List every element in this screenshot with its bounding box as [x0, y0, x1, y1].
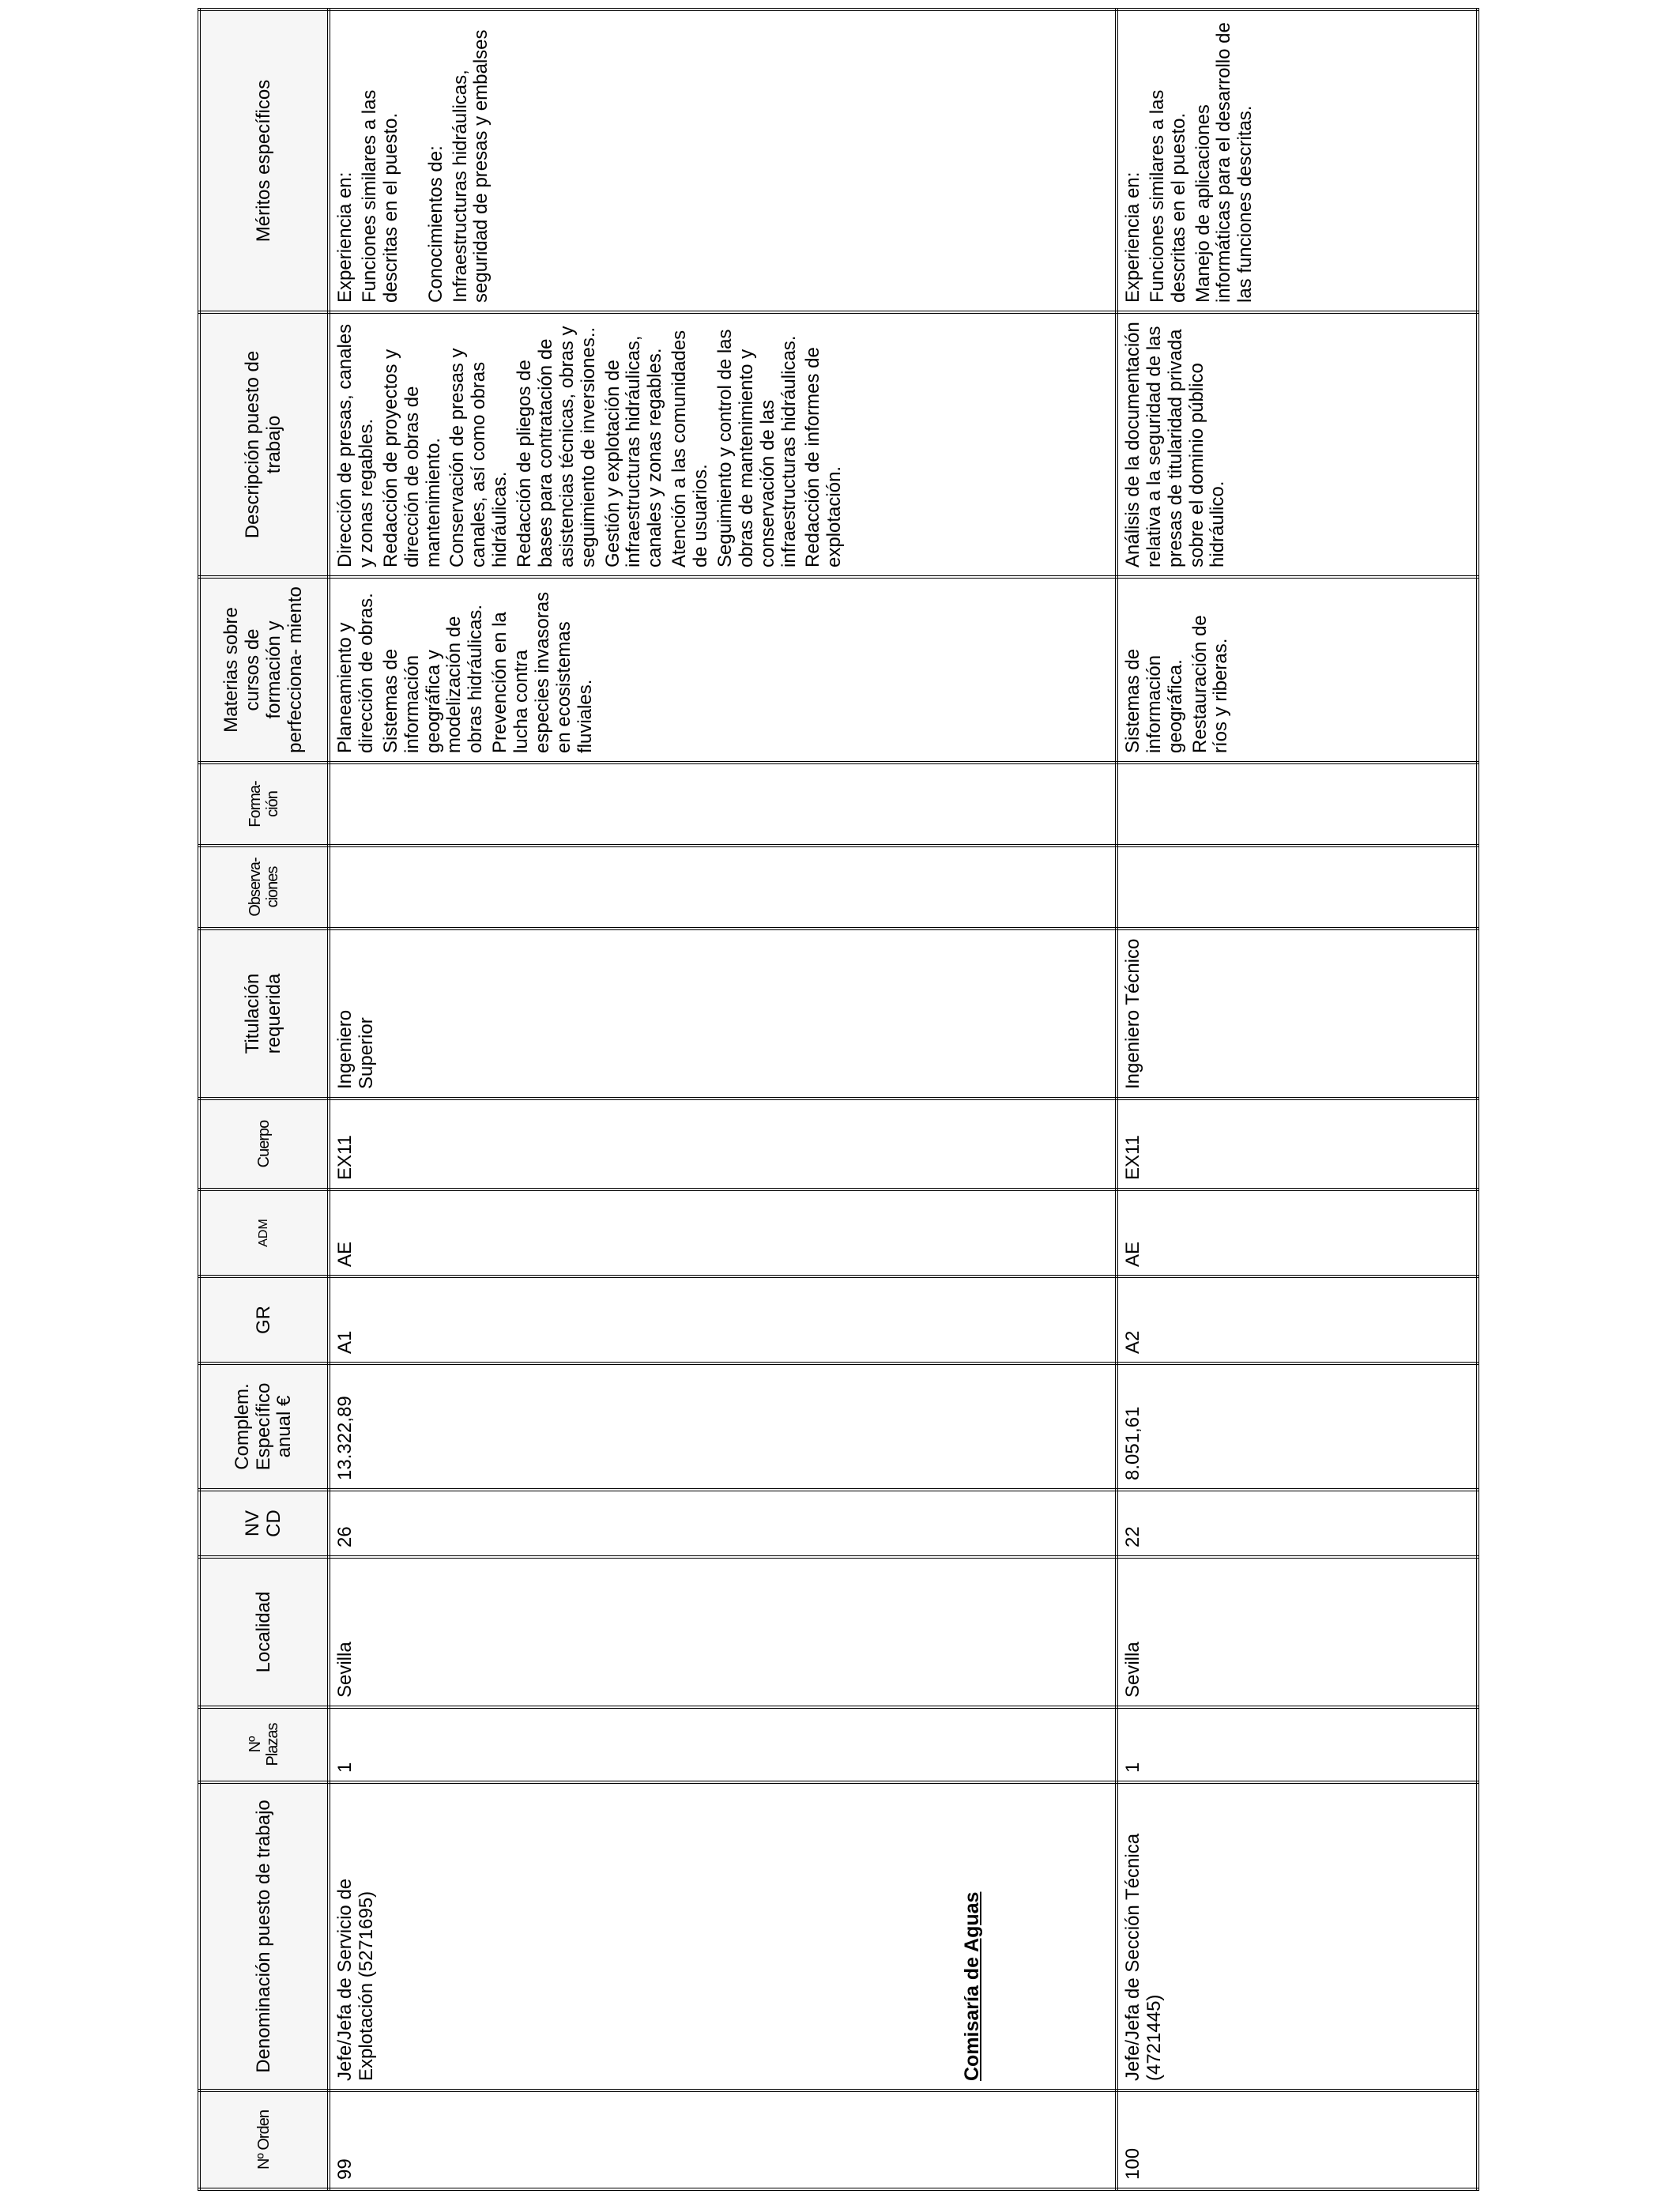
cell-localidad: Sevilla — [329, 1557, 1117, 1707]
cell-formacion — [1117, 763, 1478, 846]
cell-denominacion — [329, 1782, 1117, 2090]
cell-gr: A2 — [1117, 1276, 1478, 1363]
cell-titulacion: Ingeniero Técnico — [1117, 929, 1478, 1099]
cell-observaciones — [329, 846, 1117, 929]
table-row — [1117, 9, 1478, 2189]
cell-cuerpo: EX11 — [1117, 1099, 1478, 1189]
meritos-con-label: Conocimientos de: — [424, 145, 446, 303]
meritos-exp-item: Manejo de aplicaciones informáticas para el desarrollo de las funciones descritas. — [1192, 22, 1256, 303]
materia-item: Restauración de ríos y riberas. — [1188, 615, 1232, 753]
descripcion-item: Conservación de presas y canales, así como obras hidráulicas. — [446, 348, 511, 567]
col-header-cuerpo: Cuerpo — [199, 1099, 329, 1189]
col-header-materias: Materias sobre cursos de formación y perfecciona- miento — [199, 577, 329, 763]
materia-item: Prevención en la lucha contra especies invasoras en ecosistemas fluviales. — [489, 591, 596, 753]
descripcion-item: Gestión y explotación de infraestructuras hidráulicas, canales y zonas regables. — [601, 335, 666, 567]
header-row — [199, 9, 329, 2189]
cell-gr: A1 — [329, 1276, 1117, 1363]
cell-localidad: Sevilla — [1117, 1557, 1478, 1707]
col-header-nvcd: NV CD — [199, 1490, 329, 1557]
materia-item: Sistemas de información geográfica. — [1121, 648, 1186, 753]
cell-titulacion: Ingeniero Superior — [329, 929, 1117, 1099]
col-header-plazas: Nº Plazas — [199, 1707, 329, 1782]
cell-complem: 8.051,61 — [1117, 1363, 1478, 1490]
cell-nvcd: 22 — [1117, 1490, 1478, 1557]
col-header-meritos: Méritos específicos — [199, 9, 329, 312]
cell-formacion — [329, 763, 1117, 846]
descripcion-item: Redacción de informes de explotación. — [802, 347, 846, 567]
cell-nvcd: 26 — [329, 1490, 1117, 1557]
cell-descripcion — [1117, 312, 1478, 577]
cell-descripcion — [329, 312, 1117, 577]
materia-item: Planeamiento y dirección de obras. — [334, 593, 377, 753]
meritos-con-item: Infraestructuras hidráulicas, seguridad de presas y embalses — [449, 29, 492, 303]
col-header-adm: ADM — [199, 1189, 329, 1276]
cell-adm: AE — [1117, 1189, 1478, 1276]
descripcion-item: Redacción de pliegos de bases para contratación de asistencias técnicas, obras y seguimiento de inversiones.. — [514, 326, 599, 567]
cell-orden: 99 — [329, 2090, 1117, 2189]
col-header-gr: GR — [199, 1276, 329, 1363]
cell-observaciones — [1117, 846, 1478, 929]
col-header-descripcion: Descripción puesto de trabajo — [199, 312, 329, 577]
cell-adm: AE — [329, 1189, 1117, 1276]
descripcion-item: Atención a las comunidades de usuarios. — [669, 330, 711, 567]
descripcion-item: Seguimiento y control de las obras de mantenimiento y conservación de las infraestructuras hidráulicas. — [714, 329, 800, 567]
descripcion-item: Redacción de proyectos y dirección de obras de mantenimiento. — [379, 349, 444, 567]
col-header-formacion: Forma- ción — [199, 763, 329, 846]
meritos-exp-item: Funciones similares a las descritas en el puesto. — [358, 89, 401, 303]
col-header-localidad: Localidad — [199, 1557, 329, 1707]
col-header-orden: Nº Orden — [199, 2090, 329, 2189]
col-header-complem: Complem. Específico anual € — [199, 1363, 329, 1490]
materia-item: Sistemas de información geográfica y modelización de obras hidráulicas. — [379, 604, 487, 753]
meritos-exp-item: Funciones similares a las descritas en el puesto. — [1146, 89, 1189, 303]
meritos-exp-label: Experiencia en: — [334, 172, 356, 303]
cell-orden: 100 — [1117, 2090, 1478, 2189]
cell-meritos — [329, 9, 1117, 312]
descripcion-item: Análisis de la documentación relativa a la seguridad de las presas de titularidad privada sobre el dominio público hidráulico. — [1121, 322, 1229, 567]
section-heading: Comisaría de Aguas — [960, 1891, 983, 2081]
meritos-exp-label: Experiencia en: — [1121, 172, 1143, 303]
rpt-table — [198, 8, 1479, 2191]
cell-denominacion: Jefe/Jefa de Sección Técnica (4721445) — [1117, 1782, 1478, 2090]
col-header-observaciones: Observa- ciones — [199, 846, 329, 929]
denominacion-text: Jefe/Jefa de Servicio de Explotación (5271695) — [334, 1878, 377, 2081]
cell-cuerpo: EX11 — [329, 1099, 1117, 1189]
cell-plazas: 1 — [1117, 1707, 1478, 1782]
cell-materias — [1117, 577, 1478, 763]
table-row — [329, 9, 1117, 2189]
descripcion-item: Dirección de presas, canales y zonas regables. — [334, 323, 377, 567]
cell-plazas: 1 — [329, 1707, 1117, 1782]
document-page — [198, 8, 1479, 2191]
col-header-titulacion: Titulación requerida — [199, 929, 329, 1099]
cell-complem: 13.322,89 — [329, 1363, 1117, 1490]
cell-meritos — [1117, 9, 1478, 312]
cell-materias — [329, 577, 1117, 763]
col-header-denominacion: Denominación puesto de trabajo — [199, 1782, 329, 2090]
